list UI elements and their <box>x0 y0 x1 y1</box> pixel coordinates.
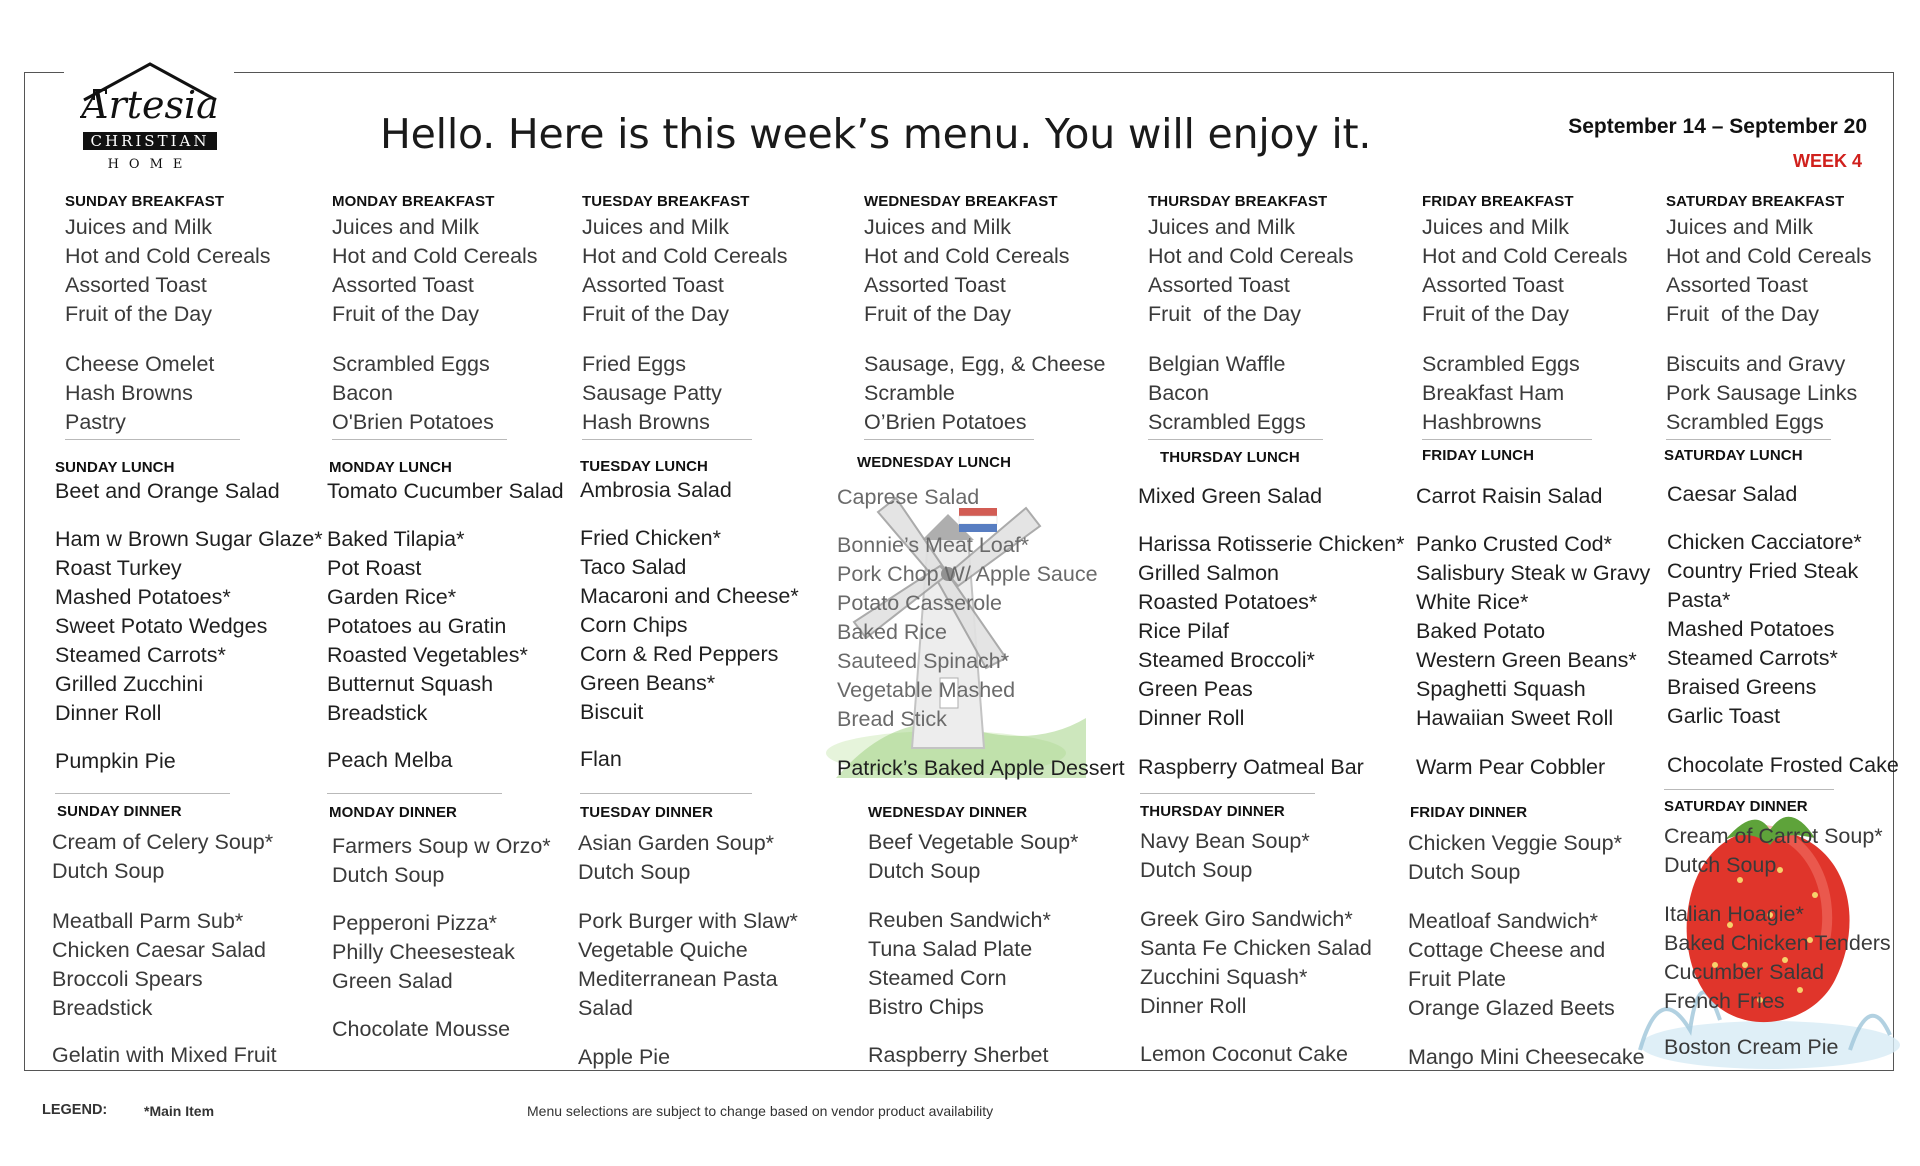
menu-item: Broccoli Spears <box>52 967 203 991</box>
menu-item: Potato Casserole <box>837 591 1002 615</box>
svg-text:HOME: HOME <box>107 157 193 172</box>
menu-item: Cottage Cheese and <box>1408 938 1606 962</box>
menu-item: Chicken Veggie Soup* <box>1408 831 1622 855</box>
menu-item: Hot and Cold Cereals <box>332 244 538 268</box>
menu-item: Assorted Toast <box>864 273 1006 297</box>
menu-item: Dutch Soup <box>1664 853 1777 877</box>
tuesday-lunch-header: TUESDAY LUNCH <box>580 458 708 475</box>
menu-item: Warm Pear Cobbler <box>1416 755 1606 779</box>
menu-item: Fruit of the Day <box>65 302 212 326</box>
monday-dinner-soups <box>332 832 551 890</box>
menu-item: Tuna Salad Plate <box>868 937 1033 961</box>
tuesday-dinner-header: TUESDAY DINNER <box>580 804 714 821</box>
friday-dinner-dessert <box>1408 1043 1645 1072</box>
menu-item: Carrot Raisin Salad <box>1416 484 1603 508</box>
menu-item: Taco Salad <box>580 555 687 579</box>
menu-item: Panko Crusted Cod* <box>1416 532 1612 556</box>
legend-label: LEGEND: <box>42 1102 108 1118</box>
friday-lunch-dessert <box>1416 753 1605 782</box>
friday-lunch-mains <box>1416 530 1650 733</box>
sunday-breakfast-entrees <box>65 350 214 437</box>
menu-item: Boston Cream Pie <box>1664 1035 1839 1059</box>
menu-item: Roasted Potatoes* <box>1138 590 1318 614</box>
sunday-breakfast-basics <box>65 213 271 329</box>
menu-item: Dutch Soup <box>332 863 445 887</box>
saturday-dinner-mains <box>1664 900 1891 1016</box>
menu-item: Pastry <box>65 410 126 434</box>
menu-item: Vegetable Mashed <box>837 678 1016 702</box>
menu-item: Meatball Parm Sub* <box>52 909 244 933</box>
menu-item: Pork Sausage Links <box>1666 381 1858 405</box>
menu-item: Juices and Milk <box>332 215 479 239</box>
wednesday-dinner-mains <box>868 906 1051 1022</box>
menu-item: Farmers Soup w Orzo* <box>332 834 551 858</box>
menu-item: Dinner Roll <box>1138 706 1245 730</box>
sunday-lunch-mains <box>55 525 323 728</box>
menu-item: Mango Mini Cheesecake <box>1408 1045 1645 1069</box>
thursday-dinner-header: THURSDAY DINNER <box>1140 803 1285 820</box>
menu-item: Butternut Squash <box>327 672 494 696</box>
menu-item: Roasted Vegetables* <box>327 643 528 667</box>
menu-item: Corn Chips <box>580 613 688 637</box>
menu-item: Hash Browns <box>65 381 193 405</box>
menu-item: Bacon <box>332 381 393 405</box>
menu-item: Caprese Salad <box>837 485 980 509</box>
menu-item: Dinner Roll <box>55 701 162 725</box>
menu-item: Cream of Celery Soup* <box>52 830 274 854</box>
wednesday-breakfast-basics <box>864 213 1070 329</box>
tuesday-dinner-mains <box>578 907 798 1023</box>
menu-item: Meatloaf Sandwich* <box>1408 909 1599 933</box>
menu-item: Gelatin with Mixed Fruit <box>52 1043 277 1067</box>
menu-item: Dutch Soup <box>1140 858 1253 882</box>
monday-dinner-mains <box>332 909 515 996</box>
section-divider <box>864 439 1034 440</box>
thursday-lunch-header: THURSDAY LUNCH <box>1160 449 1300 466</box>
wednesday-lunch-dessert <box>837 754 1125 783</box>
menu-item: Vegetable Quiche <box>578 938 748 962</box>
wednesday-dinner-soups <box>868 828 1078 886</box>
menu-item: Roast Turkey <box>55 556 182 580</box>
menu-item: Scrambled Eggs <box>1148 410 1306 434</box>
monday-lunch-mains <box>327 525 528 728</box>
menu-item: Reuben Sandwich* <box>868 908 1051 932</box>
menu-item: Hot and Cold Cereals <box>1666 244 1872 268</box>
wednesday-breakfast-entrees <box>864 350 1105 437</box>
menu-item: Zucchini Squash* <box>1140 965 1308 989</box>
saturday-breakfast-header: SATURDAY BREAKFAST <box>1666 193 1845 210</box>
monday-lunch-header: MONDAY LUNCH <box>329 459 452 476</box>
menu-item: Chocolate Mousse <box>332 1017 511 1041</box>
menu-item: Biscuit <box>580 700 644 724</box>
section-divider <box>580 793 752 794</box>
menu-item: Chocolate Frosted Cake <box>1667 753 1899 777</box>
menu-item: Raspberry Oatmeal Bar <box>1138 755 1364 779</box>
thursday-lunch-mains <box>1138 530 1404 733</box>
menu-item: Juices and Milk <box>1422 215 1569 239</box>
menu-item: Pumpkin Pie <box>55 749 176 773</box>
menu-item: Fruit Plate <box>1408 967 1506 991</box>
menu-item: Tomato Cucumber Salad <box>327 479 564 503</box>
menu-item: Dinner Roll <box>1140 994 1247 1018</box>
menu-item: Steamed Corn <box>868 966 1007 990</box>
menu-item: Beet and Orange Salad <box>55 479 280 503</box>
menu-item: Patrick’s Baked Apple Dessert <box>837 756 1125 780</box>
menu-item: Baked Chicken Tenders <box>1664 931 1891 955</box>
monday-breakfast-basics <box>332 213 538 329</box>
menu-item: Breadstick <box>327 701 428 725</box>
saturday-dinner-soups <box>1664 822 1883 880</box>
date-range: September 14 – September 20 <box>1568 115 1867 138</box>
sunday-breakfast-header: SUNDAY BREAKFAST <box>65 193 225 210</box>
section-divider <box>327 793 502 794</box>
friday-lunch-salad <box>1416 482 1602 511</box>
menu-item: Harissa Rotisserie Chicken* <box>1138 532 1405 556</box>
monday-lunch-salad <box>327 477 564 506</box>
sunday-lunch-salad <box>55 477 280 506</box>
menu-item: Philly Cheesesteak <box>332 940 515 964</box>
menu-item: Green Peas <box>1138 677 1253 701</box>
menu-item: Mediterranean Pasta <box>578 967 778 991</box>
menu-item: Grilled Salmon <box>1138 561 1279 585</box>
tuesday-lunch-salad <box>580 476 732 505</box>
menu-item: Garlic Toast <box>1667 704 1781 728</box>
menu-item: Fruit of the Day <box>332 302 479 326</box>
menu-item: Chicken Cacciatore* <box>1667 530 1862 554</box>
menu-item: Breadstick <box>52 996 153 1020</box>
thursday-breakfast-basics <box>1148 213 1354 329</box>
section-divider <box>1666 439 1831 440</box>
tuesday-dinner-soups <box>578 829 774 887</box>
menu-item: Hot and Cold Cereals <box>1422 244 1628 268</box>
menu-item: Raspberry Sherbet <box>868 1043 1049 1067</box>
section-divider <box>55 793 230 794</box>
saturday-breakfast-entrees <box>1666 350 1857 437</box>
menu-item: Navy Bean Soup* <box>1140 829 1310 853</box>
menu-item: Biscuits and Gravy <box>1666 352 1846 376</box>
wednesday-lunch-mains <box>837 531 1098 734</box>
menu-item: Hot and Cold Cereals <box>582 244 788 268</box>
menu-item: Bacon <box>1148 381 1209 405</box>
friday-dinner-header: FRIDAY DINNER <box>1410 804 1528 821</box>
menu-item: Juices and Milk <box>65 215 212 239</box>
menu-item: Ham w Brown Sugar Glaze* <box>55 527 323 551</box>
menu-item: Macaroni and Cheese* <box>580 584 799 608</box>
menu-item: Salad <box>578 996 633 1020</box>
menu-item: Juices and Milk <box>582 215 729 239</box>
menu-item: Mashed Potatoes* <box>55 585 231 609</box>
menu-item: Mixed Green Salad <box>1138 484 1323 508</box>
menu-item: Cucumber Salad <box>1664 960 1825 984</box>
menu-item: Juices and Milk <box>1666 215 1813 239</box>
section-divider <box>65 439 240 440</box>
menu-item: Assorted Toast <box>65 273 207 297</box>
menu-item: Hot and Cold Cereals <box>864 244 1070 268</box>
tuesday-breakfast-entrees <box>582 350 722 437</box>
menu-item: Ambrosia Salad <box>580 478 732 502</box>
svg-text:CHRISTIAN: CHRISTIAN <box>90 132 210 150</box>
menu-item: Hashbrowns <box>1422 410 1542 434</box>
menu-item: Hash Browns <box>582 410 710 434</box>
wednesday-dinner-header: WEDNESDAY DINNER <box>868 804 1028 821</box>
friday-dinner-mains <box>1408 907 1615 1023</box>
menu-item: Hot and Cold Cereals <box>1148 244 1354 268</box>
menu-item: Assorted Toast <box>1422 273 1564 297</box>
menu-item: Breakfast Ham <box>1422 381 1565 405</box>
menu-item: Fruit of the Day <box>1148 302 1301 326</box>
menu-item: Pot Roast <box>327 556 422 580</box>
saturday-lunch-salad <box>1667 480 1797 509</box>
monday-breakfast-header: MONDAY BREAKFAST <box>332 193 495 210</box>
section-divider <box>1664 789 1834 790</box>
monday-dinner-header: MONDAY DINNER <box>329 804 457 821</box>
menu-item: Assorted Toast <box>1666 273 1808 297</box>
sunday-lunch-dessert <box>55 747 176 776</box>
menu-item: Scrambled Eggs <box>1666 410 1824 434</box>
saturday-breakfast-basics <box>1666 213 1872 329</box>
saturday-dinner-dessert <box>1664 1033 1838 1062</box>
page-title: Hello. Here is this week’s menu. You will enjoy it. <box>380 110 1372 158</box>
menu-item: Dutch Soup <box>52 859 165 883</box>
tuesday-dinner-dessert <box>578 1043 670 1072</box>
thursday-breakfast-entrees <box>1148 350 1306 437</box>
menu-item: Bistro Chips <box>868 995 984 1019</box>
menu-item: Peach Melba <box>327 748 453 772</box>
menu-item: Pasta* <box>1667 588 1731 612</box>
availability-disclaimer: Menu selections are subject to change based on vendor product availability <box>527 1103 994 1119</box>
week-label: WEEK 4 <box>1792 151 1862 171</box>
menu-item: Potatoes au Gratin <box>327 614 507 638</box>
menu-item: Cheese Omelet <box>65 352 215 376</box>
saturday-lunch-header: SATURDAY LUNCH <box>1664 447 1803 464</box>
friday-breakfast-header: FRIDAY BREAKFAST <box>1422 193 1574 210</box>
menu-item: Western Green Beans* <box>1416 648 1637 672</box>
menu-item: Steamed Carrots* <box>55 643 226 667</box>
sunday-dinner-dessert <box>52 1041 277 1070</box>
menu-item: Flan <box>580 747 622 771</box>
menu-item: Corn & Red Peppers <box>580 642 779 666</box>
menu-item: Dutch Soup <box>868 859 981 883</box>
menu-item: Scrambled Eggs <box>1422 352 1580 376</box>
menu-item: Apple Pie <box>578 1045 671 1069</box>
thursday-dinner-dessert <box>1140 1040 1348 1069</box>
thursday-lunch-dessert <box>1138 753 1364 782</box>
menu-item: Greek Giro Sandwich* <box>1140 907 1353 931</box>
tuesday-lunch-mains <box>580 524 799 727</box>
menu-item: Mashed Potatoes <box>1667 617 1835 641</box>
tuesday-lunch-dessert <box>580 745 622 774</box>
menu-item: Italian Hoagie* <box>1664 902 1804 926</box>
monday-breakfast-entrees <box>332 350 494 437</box>
menu-item: Sauteed Spinach* <box>837 649 1010 673</box>
menu-item: O'Brien Potatoes <box>332 410 494 434</box>
tuesday-breakfast-header: TUESDAY BREAKFAST <box>582 193 750 210</box>
artesia-logo <box>80 60 220 175</box>
menu-item: Baked Rice <box>837 620 947 644</box>
section-divider <box>1422 439 1592 440</box>
menu-item: Salisbury Steak w Gravy <box>1416 561 1651 585</box>
menu-item: Dutch Soup <box>1408 860 1521 884</box>
menu-item: Scrambled Eggs <box>332 352 490 376</box>
section-divider <box>582 439 752 440</box>
menu-item: Orange Glazed Beets <box>1408 996 1615 1020</box>
menu-item: Sweet Potato Wedges <box>55 614 268 638</box>
menu-item: Dutch Soup <box>578 860 691 884</box>
menu-item: Spaghetti Squash <box>1416 677 1586 701</box>
thursday-breakfast-header: THURSDAY BREAKFAST <box>1148 193 1328 210</box>
menu-item: Scramble <box>864 381 955 405</box>
menu-item: Grilled Zucchini <box>55 672 204 696</box>
menu-item: Garden Rice* <box>327 585 457 609</box>
menu-item: Asian Garden Soup* <box>578 831 775 855</box>
wednesday-breakfast-header: WEDNESDAY BREAKFAST <box>864 193 1058 210</box>
menu-item: Green Salad <box>332 969 453 993</box>
saturday-dinner-header: SATURDAY DINNER <box>1664 798 1808 815</box>
menu-item: Baked Tilapia* <box>327 527 465 551</box>
saturday-lunch-mains <box>1667 528 1862 731</box>
tuesday-breakfast-basics <box>582 213 788 329</box>
menu-item: Caesar Salad <box>1667 482 1798 506</box>
menu-item: Sausage, Egg, & Cheese <box>864 352 1106 376</box>
menu-item: Fruit of the Day <box>864 302 1011 326</box>
menu-item: Juices and Milk <box>864 215 1011 239</box>
menu-item: Fruit of the Day <box>1422 302 1569 326</box>
sunday-dinner-soups <box>52 828 273 886</box>
menu-item: Green Beans* <box>580 671 716 695</box>
menu-item: Fruit of the Day <box>1666 302 1819 326</box>
thursday-dinner-soups <box>1140 827 1310 885</box>
menu-item: Pepperoni Pizza* <box>332 911 497 935</box>
menu-item: Hawaiian Sweet Roll <box>1416 706 1614 730</box>
saturday-lunch-dessert <box>1667 751 1899 780</box>
svg-text:Artesia: Artesia <box>81 83 219 127</box>
section-divider <box>1140 793 1315 794</box>
section-divider <box>1148 439 1323 440</box>
menu-item: Steamed Carrots* <box>1667 646 1838 670</box>
monday-lunch-dessert <box>327 746 453 775</box>
menu-item: Rice Pilaf <box>1138 619 1229 643</box>
menu-item: Belgian Waffle <box>1148 352 1286 376</box>
section-divider <box>332 439 507 440</box>
menu-item: Chicken Caesar Salad <box>52 938 266 962</box>
menu-item: Sausage Patty <box>582 381 722 405</box>
menu-item: O’Brien Potatoes <box>864 410 1027 434</box>
menu-item: Assorted Toast <box>332 273 474 297</box>
thursday-lunch-salad <box>1138 482 1322 511</box>
menu-item: Pork Burger with Slaw* <box>578 909 798 933</box>
menu-item: Beef Vegetable Soup* <box>868 830 1079 854</box>
sunday-dinner-header: SUNDAY DINNER <box>57 803 182 820</box>
wednesday-lunch-header: WEDNESDAY LUNCH <box>857 454 1012 471</box>
menu-item: French Fries <box>1664 989 1785 1013</box>
menu-item: Hot and Cold Cereals <box>65 244 271 268</box>
wednesday-lunch-salad <box>837 483 979 512</box>
friday-breakfast-entrees <box>1422 350 1580 437</box>
menu-item: Santa Fe Chicken Salad <box>1140 936 1372 960</box>
friday-lunch-header: FRIDAY LUNCH <box>1422 447 1535 464</box>
menu-item: Assorted Toast <box>582 273 724 297</box>
menu-item: Baked Potato <box>1416 619 1546 643</box>
menu-item: Juices and Milk <box>1148 215 1295 239</box>
menu-item: Fried Chicken* <box>580 526 721 550</box>
menu-item: Assorted Toast <box>1148 273 1290 297</box>
menu-item: Country Fried Steak <box>1667 559 1859 583</box>
menu-item: Lemon Coconut Cake <box>1140 1042 1348 1066</box>
menu-item: Cream of Carrot Soup* <box>1664 824 1883 848</box>
monday-dinner-dessert <box>332 1015 510 1044</box>
legend-note: *Main Item <box>144 1103 215 1119</box>
menu-item: Pork Chop W/ Apple Sauce <box>837 562 1098 586</box>
menu-item: Bonnie’s Meat Loaf* <box>837 533 1030 557</box>
friday-dinner-soups <box>1408 829 1622 887</box>
sunday-lunch-header: SUNDAY LUNCH <box>55 459 175 476</box>
wednesday-dinner-dessert <box>868 1041 1048 1070</box>
menu-item: White Rice* <box>1416 590 1529 614</box>
thursday-dinner-mains <box>1140 905 1372 1021</box>
menu-item: Fruit of the Day <box>582 302 729 326</box>
menu-item: Braised Greens <box>1667 675 1817 699</box>
menu-item: Steamed Broccoli* <box>1138 648 1315 672</box>
menu-item: Bread Stick <box>837 707 947 731</box>
sunday-dinner-mains <box>52 907 266 1023</box>
menu-item: Fried Eggs <box>582 352 686 376</box>
friday-breakfast-basics <box>1422 213 1628 329</box>
